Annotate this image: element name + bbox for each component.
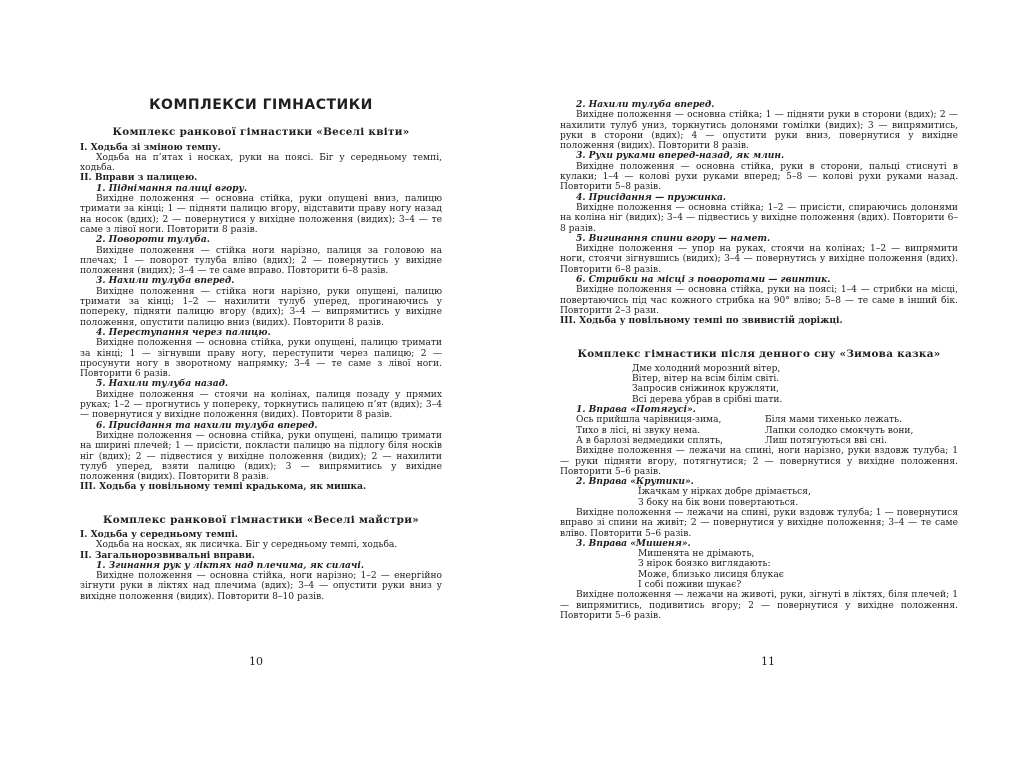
exercise-title: 3. Нахили тулуба вперед.	[96, 275, 235, 287]
exercise-title: 6. Стрибки на місці з поворотами — гвинтик.	[576, 274, 831, 286]
section-heading: III. Ходьба у повільному темпі по звивистій доріжці.	[560, 315, 843, 327]
paragraph: Ходьба на носках, як лисичка. Біг у середньому темпі, ходьба.	[96, 540, 398, 551]
poem-line: Біля мами тихенько лежать.	[765, 415, 902, 426]
page-number: 11	[761, 655, 775, 668]
page-number: 10	[249, 655, 263, 668]
exercise-text: Вихідне положення — основна стійка; 1 — підняти руки в сторони (вдих); 2 — нахилити тулуб униз, торкнутись долонями гомілки (видих); 3 — випрямитись, руки в сторони (вдих); 4 — опустити руки вниз, повернутися у вихідне положення (видих). Повторити 8 разів.	[560, 110, 958, 152]
poem-line: З боку на бік вони повертаються.	[638, 497, 799, 508]
complex-title-vesel-kvity: Комплекс ранкової гімнастики «Веселі квіти»	[112, 126, 410, 139]
page-title: КОМПЛЕКСИ ГІМНАСТИКИ	[149, 97, 373, 113]
poem-line: Вітер, вітер на всім білім світі.	[632, 374, 780, 385]
poem-line: Ось прийшла чарівниця-зима,	[576, 415, 722, 426]
complex-title-vesel-maystry: Комплекс ранкової гімнастики «Веселі майстри»	[102, 513, 420, 526]
exercise-title: 4. Присідання — пружинка.	[576, 191, 727, 203]
poem-line: Тихо в лісі, ні звуку нема.	[576, 425, 701, 436]
exercise-title: 3. Рухи руками вперед-назад, як млин.	[576, 150, 785, 162]
exercise-text: Вихідне положення — основна стійка, руки на поясі; 1–4 — стрибки на місці, повертаючись під час кожного стрибка на 90° вліво; 5–8 — те саме в інший бік. Повторити 2–3 рази.	[560, 285, 958, 316]
exercise-text: Вихідне положення — основна стійка, руки опущені, палицю тримати на ширині плечей; 1 — присісти, покласти палицю на підлогу біля носків ніг (вдих); 2 — підвестися у вихідне положення (видих); 2 — нахилити тулуб уперед, взяти палицю (вдих); 3 — випрямитись у вихідне положення (видих). Повторити 8 разів.	[80, 430, 442, 483]
poem-two-column	[560, 415, 958, 446]
exercise-text: Вихідне положення — стоячи на колінах, палиця позаду у прямих руках; 1–2 — прогнутись у попереку, торкнутись палицею п’ят (вдих); 3–4 — повернутися у вихідне положення (видих). Повторити 8 разів.	[80, 389, 442, 421]
poem-line: З нірок боязко виглядають:	[638, 559, 771, 570]
right-page	[512, 0, 1024, 768]
exercise-text: Вихідне положення — основна стійка, руки опущені, палицю тримати за кінці; 1 — зігнувши праву ногу, переступити через палицю; 2 — просунути ногу в зворотному напрямку; 3–4 — те саме з лівої ноги. Повторити 6 разів.	[80, 338, 442, 380]
exercise-title: 2. Повороти тулуба.	[96, 234, 210, 246]
exercise-text: Вихідне положення — лежачи на животі, руки, зігнуті в ліктях, біля плечей; 1 — випрямитись, подивитись вгору; 2 — повернутися у вихідне положення. Повторити 5–6 разів.	[560, 590, 958, 621]
exercise-title: 1. Піднімання палиці вгору.	[96, 182, 248, 194]
exercise-text: Вихідне положення — лежачи на спині, руки вздовж тулуба; 1 — повернутися вправо зі спини на живіт; 2 — повернутися у вихідне положення; 3–4 — те саме вліво. Повторити 5–6 разів.	[560, 507, 958, 539]
paragraph: Ходьба на п’ятах і носках, руки на поясі. Біг у середньому темпі, ходьба.	[80, 152, 442, 174]
section-heading: I. Ходьба зі зміною темпу.	[80, 141, 221, 153]
poem	[560, 364, 958, 405]
poem-line: Лапки солодко смокчуть вони,	[765, 425, 914, 436]
exercise-title: 2. Вправа «Крутики».	[576, 476, 694, 488]
exercise-text: Вихідне положення — упор на руках, стоячи на колінах; 1–2 — випрямити ноги, стоячи зігнувшись (видих); 3–4 — повернутись у вихідне положення (вдих). Повторити 6–8 разів.	[560, 244, 958, 275]
poem-line: Мишенята не дрімають,	[638, 549, 755, 560]
right-column	[560, 100, 958, 621]
exercise-title: 1. Згинання рук у ліктях над плечима, як силачі.	[96, 559, 364, 571]
exercise-title: 4. Переступання через палицю.	[96, 326, 271, 338]
exercise-text: Вихідне положення — основна стійка, руки в сторони, пальці стиснуті в кулаки; 1–4 — колові рухи руками вперед; 5–8 — колові рухи руками назад. Повторити 5–8 разів.	[560, 161, 958, 193]
exercise-title: 3. Вправа «Мишеня».	[576, 537, 691, 549]
exercise-text: Вихідне положення — основна стійка, ноги нарізно; 1–2 — енергійно зігнути руки в ліктях над плечима (вдих); 3–4 — опустити руки вниз у вихідне положення (видих). Повторити 8–10 разів.	[80, 571, 442, 602]
exercise-text: Вихідне положення — стійка ноги нарізно, руки опущені, палицю тримати за кінці; 1–2 — нахилити тулуб уперед, прогинаючись у попереку, підняти палицю вгору (вдих); 3–4 — випрямитись у вихідне положення, опустити палицю вниз (видих). Повторити 8 разів.	[80, 286, 442, 328]
exercise-title: 5. Вигинання спини вгору — намет.	[576, 232, 771, 244]
poem-line: Може, близько лисиця блукає	[638, 569, 784, 580]
poem	[560, 487, 958, 508]
poem-line: І собі поживи шукає?	[638, 580, 742, 591]
section-heading: II. Вправи з палицею.	[80, 172, 198, 184]
poem-line: А в барлозі ведмедики сплять,	[576, 435, 723, 446]
left-column	[80, 97, 442, 602]
section-heading: III. Ходьба у повільному темпі крадькома, як мишка.	[80, 481, 367, 493]
section-heading: I. Ходьба у середньому темпі.	[80, 528, 238, 540]
exercise-text: Вихідне положення — основна стійка, руки опущені вниз, палицю тримати за кінці; 1 — підняти палицю вгору, відставити праву ногу назад на носок (вдих); 2 — повернутися у вихідне положення (видих); 3–4 — те саме з лівої ноги. Повторити 8 разів.	[80, 194, 442, 235]
poem	[560, 549, 958, 590]
exercise-title: 5. Нахили тулуба назад.	[96, 378, 229, 390]
exercise-text: Вихідне положення — основна стійка; 1–2 — присісти, спираючись долонями на коліна ніг (видих); 3–4 — підвестись у вихідне положення (вдих). Повторити 6–8 разів.	[560, 202, 958, 234]
exercise-title: 2. Нахили тулуба вперед.	[576, 99, 715, 110]
exercise-title: 6. Присідання та нахили тулуба вперед.	[96, 419, 318, 431]
poem-line: Лиш потягуються вві сні.	[765, 435, 888, 446]
exercise-text: Вихідне положення — лежачи на спині, ноги нарізно, руки вздовж тулуба; 1 — руки підняти вгору, потягнутися; 2 — повернутися у вихідне положення. Повторити 5–6 разів.	[560, 446, 958, 477]
poem-line: Їжачкам у нірках добре дрімається,	[638, 487, 811, 498]
complex-title-zymova-kazka: Комплекс гімнастики після денного сну «Зимова казка»	[577, 347, 941, 360]
exercise-text: Вихідне положення — стійка ноги нарізно, палиця за головою на плечах; 1 — поворот тулуба вліво (вдих); 2 — повернутись у вихідне положення (видих); 3–4 — те саме вправо. Повторити 6–8 разів.	[80, 245, 442, 277]
section-heading: II. Загальнорозвивальні вправи.	[80, 549, 255, 561]
exercise-title: 1. Вправа «Потягусі».	[576, 404, 696, 416]
poem-line: Запросив сніжинок кружляти,	[632, 384, 779, 395]
poem-line: Всі дерева убрав в срібні шати.	[632, 394, 783, 405]
poem-line: Дме холодний морозний вітер,	[632, 363, 781, 374]
